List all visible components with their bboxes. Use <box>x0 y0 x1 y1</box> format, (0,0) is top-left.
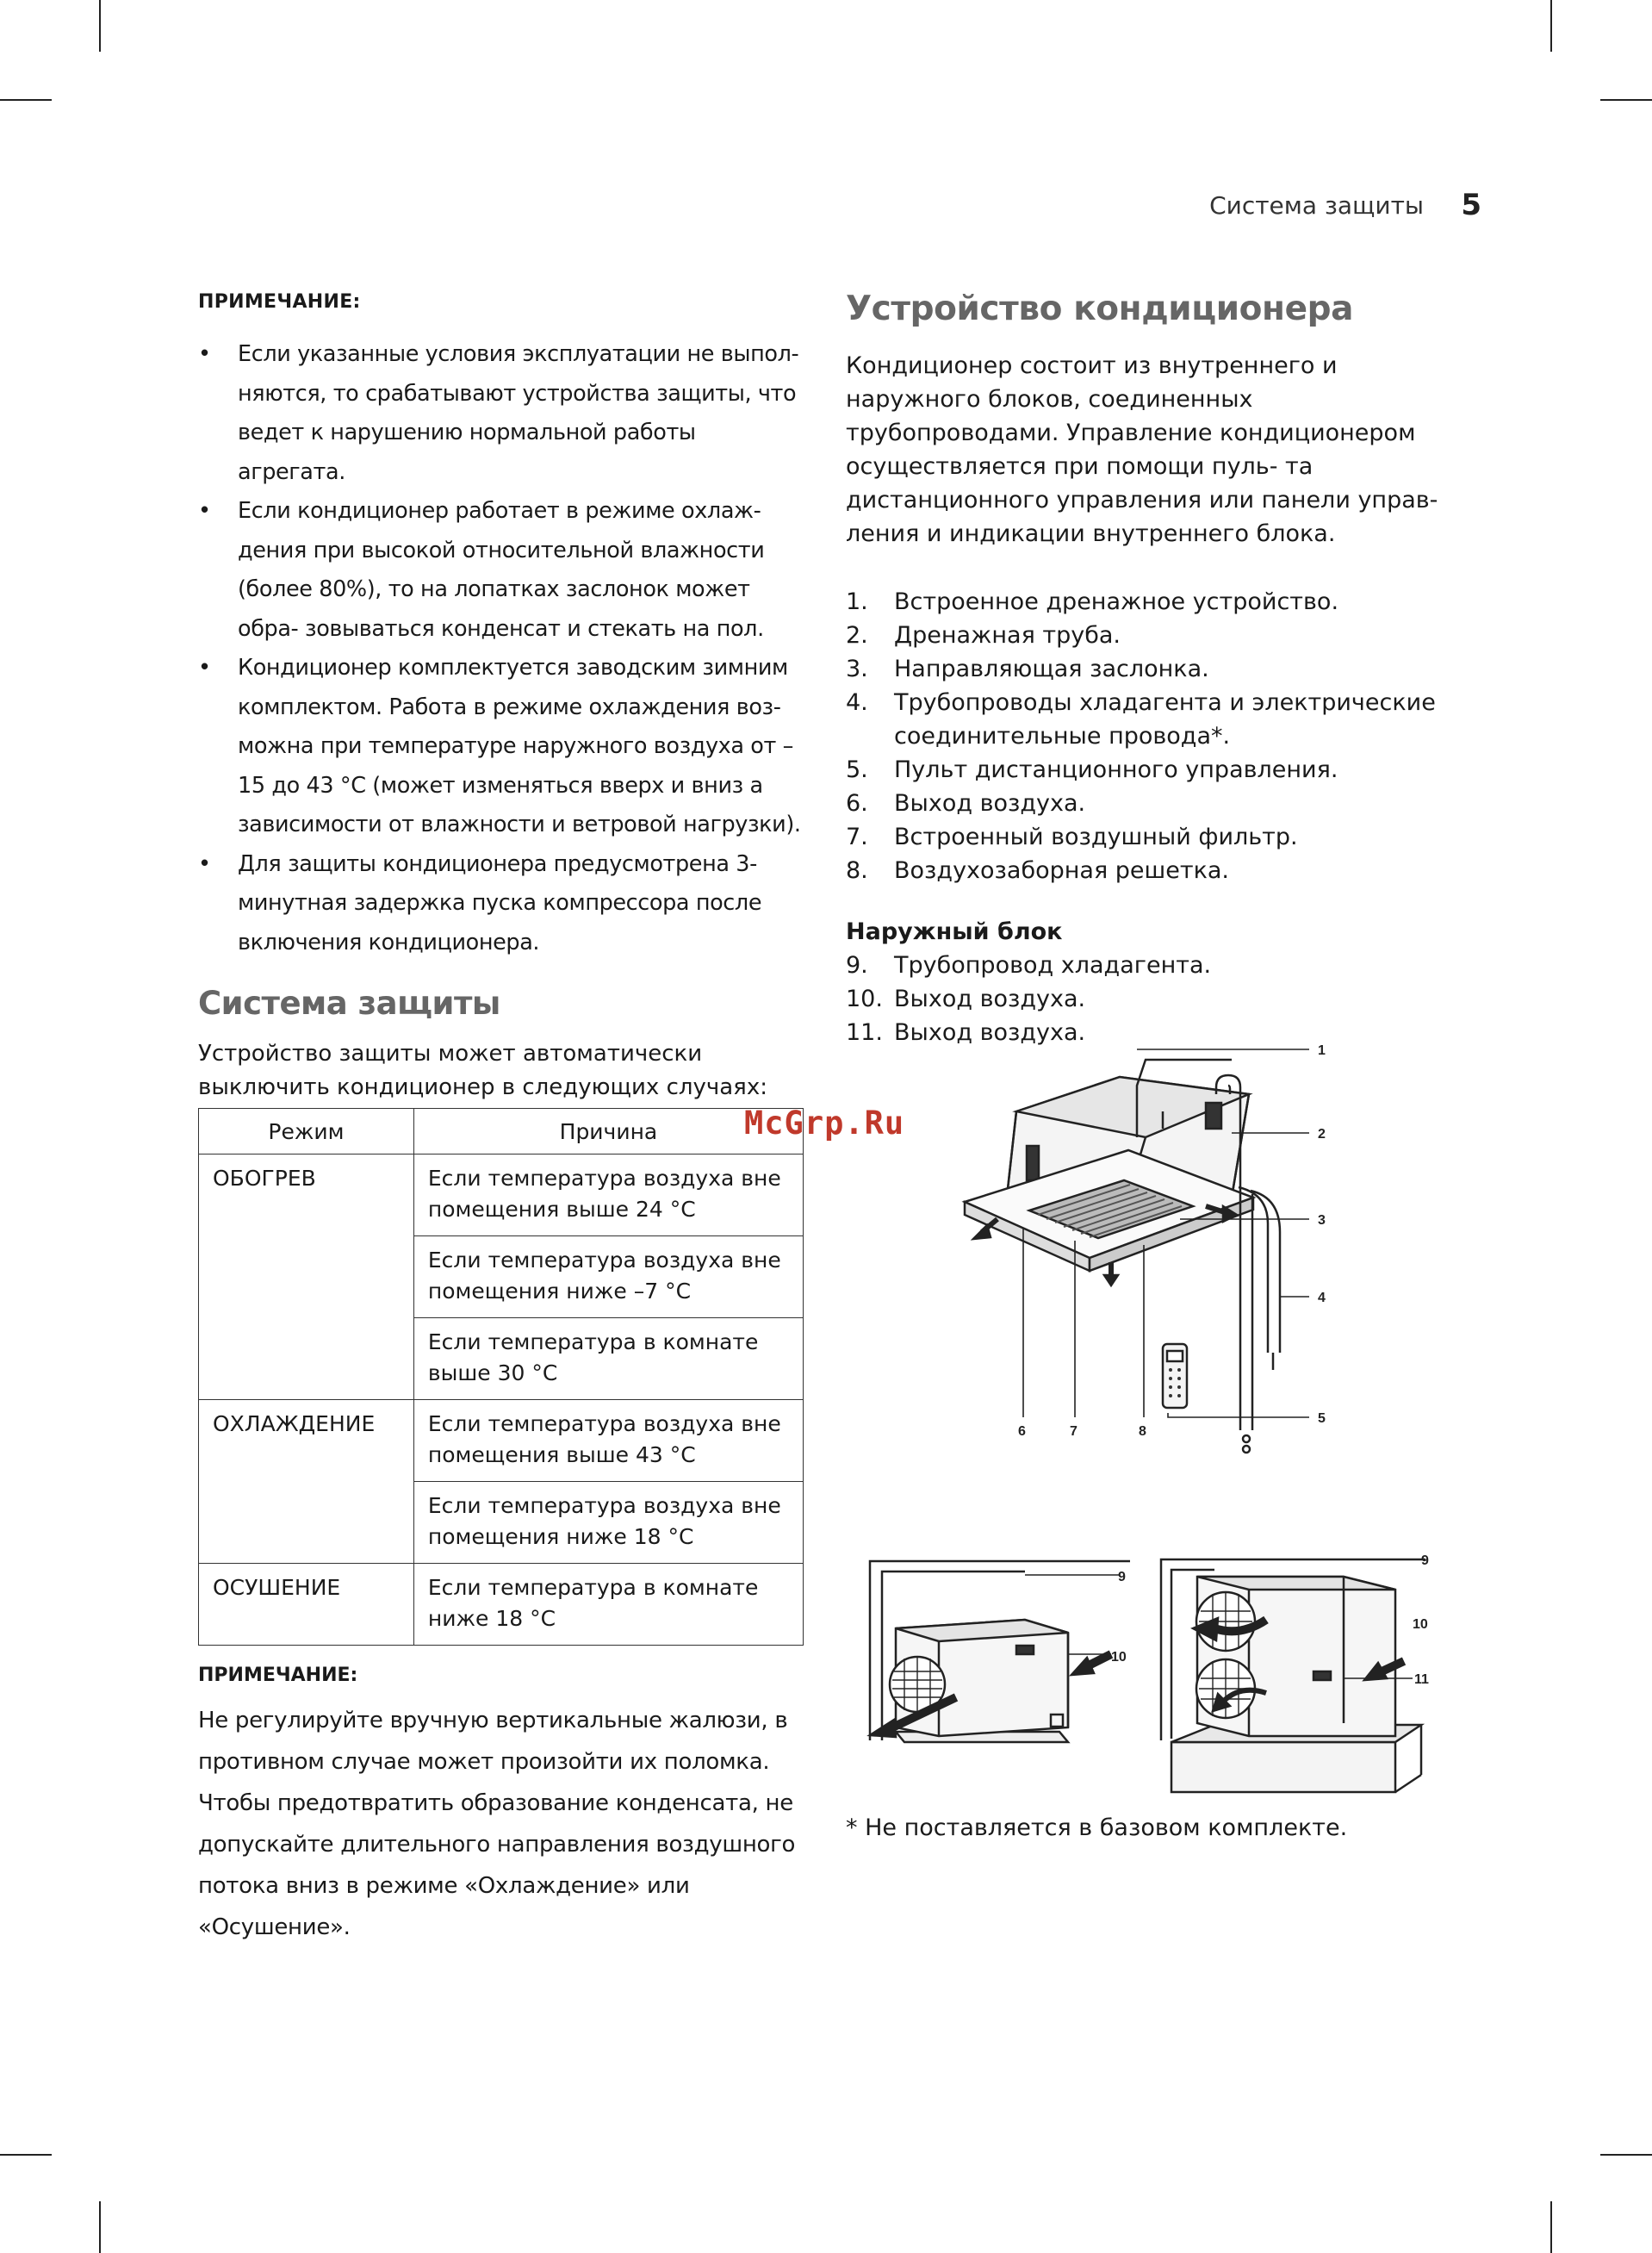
item-number: 5. <box>846 756 868 783</box>
page-number: 5 <box>1461 188 1481 222</box>
item-text: Выход воздуха. <box>894 986 1086 1012</box>
callout-label: 10 <box>1111 1650 1127 1665</box>
list-item <box>846 820 1466 854</box>
item-text: Воздухозаборная решетка. <box>894 857 1230 884</box>
note-bullet-list <box>198 335 805 962</box>
item-text: Выход воздуха. <box>894 1019 1086 1046</box>
crop-mark <box>1600 2154 1652 2156</box>
callout-label: 9 <box>1118 1570 1126 1584</box>
item-number: 4. <box>846 689 868 716</box>
list-item <box>846 585 1466 619</box>
list-item <box>846 686 1466 753</box>
reason-cell: Если температура в комнате ниже 18 °C <box>413 1564 803 1646</box>
callout-label: 7 <box>1070 1424 1078 1439</box>
reason-cell: Если температура в комнате выше 30 °C <box>413 1318 803 1400</box>
item-text: Встроенный воздушный фильтр. <box>894 824 1298 850</box>
list-item <box>846 619 1466 652</box>
callout-label: 8 <box>1139 1424 1146 1439</box>
callout-label: 11 <box>1414 1672 1429 1687</box>
mode-cell: ОСУШЕНИЕ <box>199 1564 414 1646</box>
footnote: * Не поставляется в базовом комплекте. <box>846 1814 1348 1841</box>
callout-label: 6 <box>1018 1424 1026 1439</box>
section-heading-protection: Система защиты <box>198 985 500 1022</box>
bullet-item: • Кондиционер комплектуется заводским зимним комплектом. Работа в режиме охлаждения воз- можна при температуре наружного воздуха от –15 до 43 °С (может изменяться вверх и вниз а зависимости от влажности и ветровой нагрузки). <box>198 649 805 845</box>
item-text: Трубопровод хладагента. <box>894 952 1212 979</box>
item-number: 9. <box>846 952 868 979</box>
list-item <box>846 753 1466 787</box>
device-description: Кондиционер состоит из внутреннего и наружного блоков, соединенных трубопроводами. Управление кондиционером осуществляется при помощи пуль- та дистанционного управления или панели управ- ления и индикации внутреннего блока. <box>846 352 1438 547</box>
reason-cell: Если температура воздуха вне помещения ниже 18 °C <box>413 1482 803 1564</box>
list-item <box>846 854 1466 887</box>
outdoor-unit-small-diagram <box>853 1551 1146 1758</box>
drain-hose <box>1240 1189 1252 1453</box>
table-header-row <box>199 1109 804 1155</box>
item-number: 11. <box>846 1019 883 1046</box>
indoor-unit-diagram <box>947 1025 1430 1542</box>
reason-cell: Если температура воздуха вне помещения ниже –7 °C <box>413 1236 803 1318</box>
reason-cell: Если температура воздуха вне помещения выше 24 °C <box>413 1155 803 1236</box>
crop-mark <box>99 0 101 52</box>
item-number: 3. <box>846 656 868 682</box>
callout-label: 1 <box>1318 1043 1326 1058</box>
column-header-mode: Режим <box>199 1109 414 1155</box>
mode-cell: ОБОГРЕВ <box>199 1155 414 1400</box>
outdoor-unit-heading: Наружный блок <box>846 918 1063 945</box>
item-text: Пульт дистанционного управления. <box>894 756 1338 783</box>
callout-label: 4 <box>1318 1291 1326 1305</box>
crop-mark <box>0 2154 52 2156</box>
watermark-logo: McGrp.Ru <box>744 1105 905 1142</box>
callout-label: 9 <box>1421 1553 1429 1568</box>
item-text: Направляющая заслонка. <box>894 656 1209 682</box>
item-number: 6. <box>846 790 868 817</box>
bullet-item: • Если кондиционер работает в режиме охлаж- дения при высокой относительной влажности (более 80%), то на лопатках заслонок может обра- зовываться конденсат и стекать на пол. <box>198 492 805 649</box>
outdoor-unit-large-diagram <box>1146 1542 1464 1801</box>
indoor-parts-list <box>846 585 1466 887</box>
bullet-item: • Если указанные условия эксплуатации не выпол- няются, то срабатывают устройства защиты, что ведет к нарушению нормальной работы агрегата. <box>198 335 805 492</box>
list-item <box>846 982 1466 1016</box>
left-column <box>198 291 805 1105</box>
refrigerant-pipe <box>1239 1187 1280 1370</box>
second-note <box>198 1665 805 1948</box>
item-number: 8. <box>846 857 868 884</box>
protection-intro: Устройство защиты может автоматически выключить кондиционер в следующих случаях: <box>198 1041 767 1100</box>
reason-cell: Если температура воздуха вне помещения выше 43 °C <box>413 1400 803 1482</box>
item-number: 2. <box>846 622 868 649</box>
crop-mark <box>1550 0 1552 52</box>
list-item <box>846 949 1466 982</box>
table-row <box>199 1400 804 1482</box>
callout-label: 10 <box>1413 1617 1428 1632</box>
item-number: 7. <box>846 824 868 850</box>
list-item <box>846 787 1466 820</box>
table-row <box>199 1564 804 1646</box>
item-text: Дренажная труба. <box>894 622 1121 649</box>
crop-mark <box>1600 99 1652 101</box>
item-number: 10. <box>846 986 883 1012</box>
item-text: Встроенное дренажное устройство. <box>894 588 1339 615</box>
item-number: 1. <box>846 588 868 615</box>
callout-label: 2 <box>1318 1127 1326 1142</box>
cassette-unit <box>965 1077 1253 1285</box>
callout-label: 5 <box>1318 1411 1326 1426</box>
crop-mark <box>1550 2201 1552 2253</box>
note-label: ПРИМЕЧАНИЕ: <box>198 1665 358 1686</box>
callout-label: 3 <box>1318 1213 1326 1228</box>
item-text: Выход воздуха. <box>894 790 1086 817</box>
note-label: ПРИМЕЧАНИЕ: <box>198 291 361 313</box>
column-header-reason: Причина <box>413 1109 803 1155</box>
note-text: Не регулируйте вручную вертикальные жалюзи, в противном случае может произойти их поломка. Чтобы предотвратить образование конденсата, не допускайте длительного направления воздушного потока вниз в режиме «Охлаждение» или «Осушение». <box>198 1708 796 1940</box>
remote-control-icon <box>1163 1344 1187 1408</box>
bullet-item: • Для защиты кондиционера предусмотрена 3-минутная задержка пуска компрессора после включения кондиционера. <box>198 845 805 963</box>
right-column <box>846 289 1466 1049</box>
mode-cell: ОХЛАЖДЕНИЕ <box>199 1400 414 1564</box>
list-item <box>846 652 1466 686</box>
item-text: Трубопроводы хладагента и электрические соединительные провода*. <box>894 689 1436 750</box>
section-heading-device: Устройство кондиционера <box>846 289 1354 328</box>
running-header-title: Система защиты <box>1209 191 1424 220</box>
table-row <box>199 1155 804 1236</box>
protection-table <box>198 1108 804 1646</box>
crop-mark <box>0 99 52 101</box>
crop-mark <box>99 2201 101 2253</box>
